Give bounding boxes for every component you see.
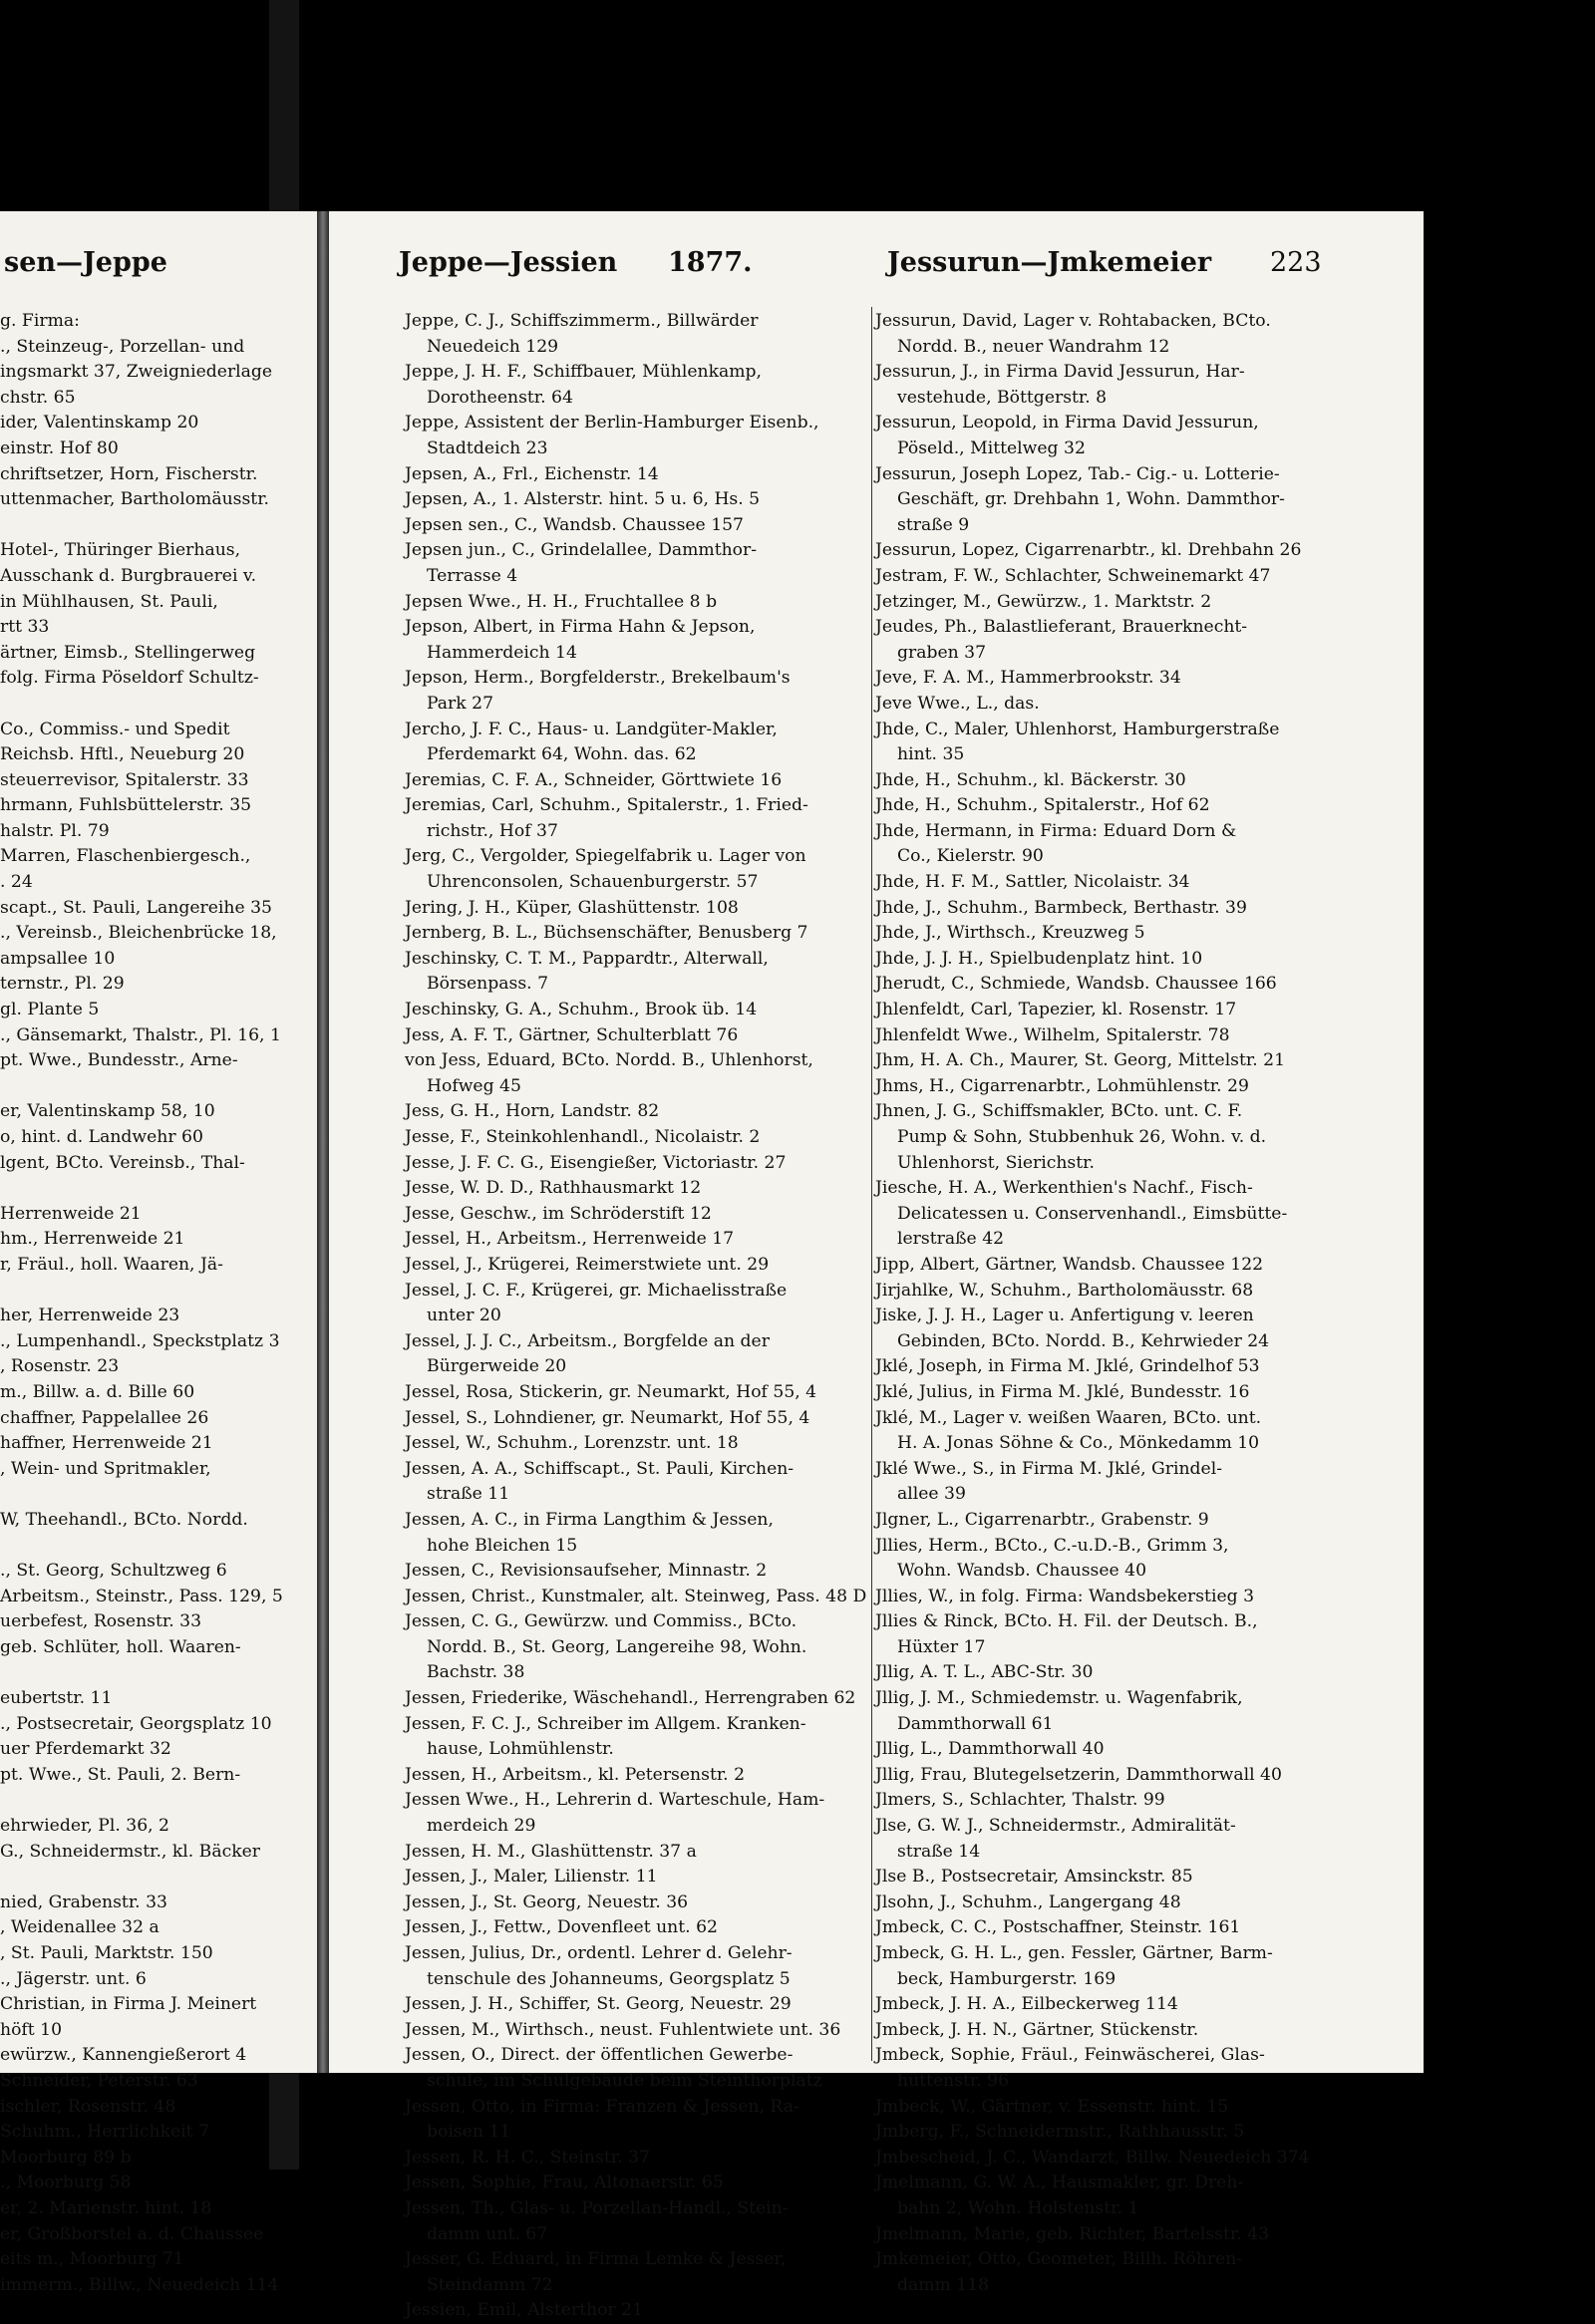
directory-entry: Bachstr. 38 xyxy=(427,1662,525,1683)
directory-line: ., Lumpenhandl., Speckstplatz 3 xyxy=(0,1330,280,1351)
left-page xyxy=(0,211,317,2295)
directory-line xyxy=(0,1279,317,1305)
directory-entry: Neuedeich 129 xyxy=(427,336,559,357)
directory-entry: Jhde, J., Wirthsch., Kreuzweg 5 xyxy=(875,923,1145,944)
directory-entry: Jesse, Geschw., im Schröderstift 12 xyxy=(405,1203,712,1224)
directory-entry: Jhms, H., Cigarrenarbtr., Lohmühlenstr. 29 xyxy=(875,1075,1249,1096)
directory-line: geb. Schlüter, holl. Waaren- xyxy=(0,1636,241,1657)
directory-entry: Jllies, W., in folg. Firma: Wandsbekerstieg 3 xyxy=(875,1586,1255,1606)
directory-entry: Pöseld., Mittelweg 32 xyxy=(897,437,1086,458)
directory-line: rtt 33 xyxy=(0,617,50,638)
page-number: 223 xyxy=(1270,247,1322,278)
directory-entry: von Jess, Eduard, BCto. Nordd. B., Uhlenhorst, xyxy=(405,1050,813,1071)
directory-entry: Jesse, J. F. C. G., Eisengießer, Victoriastr. 27 xyxy=(405,1152,787,1173)
directory-entry: Jeppe, C. J., Schiffszimmerm., Billwärder xyxy=(405,311,759,331)
directory-entry: Jessen, C., Revisionsaufseher, Minnastr. 2 xyxy=(405,1561,768,1582)
directory-line: Marren, Flaschenbiergesch., xyxy=(0,846,251,867)
directory-entry: Jlse, G. W. J., Schneidermstr., Admiralität- xyxy=(875,1816,1236,1837)
directory-entry: Jessurun, Lopez, Cigarrenarbtr., kl. Drehbahn 26 xyxy=(875,540,1302,561)
directory-entry: Jessen, C. G., Gewürzw. und Commiss., BCto. xyxy=(405,1611,798,1632)
directory-line: ischler, Rosenstr. 48 xyxy=(0,2096,176,2117)
directory-entry: Jessen, Th., Glas- u. Porzellan-Handl., Stein- xyxy=(405,2197,789,2218)
directory-line: haffner, Herrenweide 21 xyxy=(0,1433,213,1454)
directory-entry: Jessel, H., Arbeitsm., Herrenweide 17 xyxy=(405,1229,735,1250)
directory-line: ., Gänsemarkt, Thalstr., Pl. 16, 1 xyxy=(0,1024,281,1045)
directory-line: gl. Plante 5 xyxy=(0,1000,100,1020)
directory-entry: Jhlenfeldt Wwe., Wilhelm, Spitalerstr. 78 xyxy=(875,1024,1230,1045)
directory-line: Reichsb. Hftl., Neueburg 20 xyxy=(0,744,245,765)
directory-line: hrmann, Fuhlsbüttelerstr. 35 xyxy=(0,795,252,816)
directory-line: scapt., St. Pauli, Langereihe 35 xyxy=(0,897,272,918)
directory-line xyxy=(0,1660,317,1686)
directory-entry: damm unt. 67 xyxy=(427,2223,548,2244)
directory-entry: Jklé Wwe., S., in Firma M. Jklé, Grindel- xyxy=(875,1458,1223,1479)
directory-line: einstr. Hof 80 xyxy=(0,437,119,458)
directory-entry: richstr., Hof 37 xyxy=(427,820,558,841)
directory-entry: Jessen, H. M., Glashüttenstr. 37 a xyxy=(405,1841,697,1862)
directory-line: pt. Wwe., St. Pauli, 2. Bern- xyxy=(0,1764,241,1785)
directory-line: chriftsetzer, Horn, Fischerstr. xyxy=(0,463,258,484)
directory-line xyxy=(0,1865,317,1890)
directory-entry: Jeve, F. A. M., Hammerbrookstr. 34 xyxy=(875,668,1181,689)
directory-entry: allee 39 xyxy=(897,1484,966,1505)
directory-entry: Jepson, Albert, in Firma Hahn & Jepson, xyxy=(405,617,756,638)
directory-entry: Jering, J. H., Küper, Glashüttenstr. 108 xyxy=(405,897,739,918)
directory-line xyxy=(0,1788,317,1814)
directory-line: ., St. Georg, Schultzweg 6 xyxy=(0,1561,227,1582)
directory-line: ider, Valentinskamp 20 xyxy=(0,413,199,434)
directory-entry: Park 27 xyxy=(427,693,494,714)
directory-entry: Jeschinsky, C. T. M., Pappardtr., Alterwall, xyxy=(405,948,769,969)
directory-entry: bahn 2, Wohn. Holstenstr. 1 xyxy=(897,2197,1139,2218)
directory-entry: Jlsohn, J., Schuhm., Langergang 48 xyxy=(875,1891,1181,1912)
directory-line: ., Jägerstr. unt. 6 xyxy=(0,1968,147,1989)
directory-line: g. Firma: xyxy=(0,311,80,331)
directory-entry: Nordd. B., St. Georg, Langereihe 98, Wohn. xyxy=(427,1636,807,1657)
directory-line: lgent, BCto. Vereinsb., Thal- xyxy=(0,1152,245,1173)
directory-column-left xyxy=(405,309,953,2324)
directory-entry: Jetzinger, M., Gewürzw., 1. Marktstr. 2 xyxy=(875,591,1212,612)
directory-entry: Jessen, O., Direct. der öffentlichen Gewerbe- xyxy=(405,2045,794,2066)
directory-entry: hohe Bleichen 15 xyxy=(427,1535,578,1556)
directory-entry: Jessel, J. J. C., Arbeitsm., Borgfelde an der xyxy=(405,1330,770,1351)
directory-entry: Jklé, M., Lager v. weißen Waaren, BCto. unt. xyxy=(875,1407,1262,1428)
directory-entry: Jessel, Rosa, Stickerin, gr. Neumarkt, Hof 55, 4 xyxy=(405,1381,817,1402)
directory-entry: Jepsen Wwe., H. H., Fruchtallee 8 b xyxy=(405,591,718,612)
directory-line: ehrwieder, Pl. 36, 2 xyxy=(0,1816,169,1837)
directory-entry: Jmelmann, G. W. A., Hausmakler, gr. Dreh- xyxy=(875,2173,1244,2193)
directory-entry: tenschule des Johanneums, Georgsplatz 5 xyxy=(427,1968,791,1989)
directory-entry: straße 11 xyxy=(427,1484,510,1505)
directory-line: steuerrevisor, Spitalerstr. 33 xyxy=(0,769,249,790)
directory-entry: hause, Lohmühlenstr. xyxy=(427,1739,614,1760)
left-running-head: sen—Jeppe xyxy=(4,247,167,278)
directory-entry: Jessen, J., St. Georg, Neuestr. 36 xyxy=(405,1891,689,1912)
directory-entry: Jess, G. H., Horn, Landstr. 82 xyxy=(405,1101,660,1122)
page-header xyxy=(329,247,1424,287)
directory-line: , St. Pauli, Marktstr. 150 xyxy=(0,1943,213,1963)
directory-entry: Nordd. B., neuer Wandrahm 12 xyxy=(897,336,1170,357)
directory-entry: Delicatessen u. Conservenhandl., Eimsbütte- xyxy=(897,1203,1288,1224)
directory-line: ewürzw., Kannengießerort 4 xyxy=(0,2045,247,2066)
directory-line: nied, Grabenstr. 33 xyxy=(0,1891,167,1912)
directory-line: G., Schneidermstr., kl. Bäcker xyxy=(0,1841,260,1862)
directory-entry: Jessen, Otto, in Firma: Franzen & Jessen, Ra- xyxy=(405,2096,799,2117)
binding-shadow-top xyxy=(269,0,299,211)
directory-entry: Jhde, H. F. M., Sattler, Nicolaistr. 34 xyxy=(875,872,1190,893)
directory-entry: hint. 35 xyxy=(897,744,965,765)
directory-entry: Jirjahlke, W., Schuhm., Bartholomäusstr. 68 xyxy=(875,1280,1254,1301)
directory-entry: Jmelmann, Marie, geb. Richter, Bartelsstr. 43 xyxy=(875,2223,1270,2244)
directory-line: Moorburg 89 b xyxy=(0,2147,132,2168)
directory-entry: damm 118 xyxy=(897,2274,990,2295)
directory-entry: Jeppe, Assistent der Berlin-Hamburger Eisenb., xyxy=(405,413,819,434)
directory-entry: Jessel, J., Krügerei, Reimerstwiete unt. 29 xyxy=(405,1254,770,1275)
directory-entry: Jessen, J., Maler, Lilienstr. 11 xyxy=(405,1867,658,1888)
directory-entry: Jmkemeier, Otto, Geometer, Billh. Röhren- xyxy=(875,2249,1243,2270)
directory-line: ., Vereinsb., Bleichenbrücke 18, xyxy=(0,923,277,944)
directory-line: hm., Herrenweide 21 xyxy=(0,1229,185,1250)
directory-entry: Jllies, Herm., BCto., C.-u.D.-B., Grimm 3, xyxy=(875,1535,1229,1556)
directory-entry: Jklé, Joseph, in Firma M. Jklé, Grindelhof 53 xyxy=(875,1356,1260,1377)
directory-line: o, hint. d. Landwehr 60 xyxy=(0,1127,203,1147)
directory-entry: Jessen, Sophie, Frau, Altonaerstr. 65 xyxy=(405,2173,724,2193)
directory-entry: Wohn. Wandsb. Chaussee 40 xyxy=(897,1561,1147,1582)
directory-line: in Mühlhausen, St. Pauli, xyxy=(0,591,218,612)
directory-line: ampsallee 10 xyxy=(0,948,116,969)
directory-entry: Jllies & Rinck, BCto. H. Fil. der Deutsch. B., xyxy=(875,1611,1258,1632)
directory-line: höft 10 xyxy=(0,2019,63,2040)
directory-line: folg. Firma Pöseldorf Schultz- xyxy=(0,668,259,689)
directory-entry: Jlse B., Postsecretair, Amsinckstr. 85 xyxy=(875,1867,1193,1888)
directory-entry: straße 14 xyxy=(897,1841,981,1862)
directory-line: Co., Commiss.- und Spedit xyxy=(0,719,230,739)
directory-entry: Börsenpass. 7 xyxy=(427,974,549,995)
directory-entry: Jeppe, J. H. F., Schiffbauer, Mühlenkamp, xyxy=(405,362,763,383)
directory-entry: Jhde, J. J. H., Spielbudenplatz hint. 10 xyxy=(875,948,1203,969)
directory-entry: Hammerdeich 14 xyxy=(427,642,577,663)
directory-entry: Jhde, J., Schuhm., Barmbeck, Berthastr. 39 xyxy=(875,897,1247,918)
directory-line: ., Moorburg 58 xyxy=(0,2173,132,2193)
directory-entry: Jhlenfeldt, Carl, Tapezier, kl. Rosenstr. 17 xyxy=(875,1000,1237,1020)
left-page-text xyxy=(0,309,317,2298)
directory-entry: Pferdemarkt 64, Wohn. das. 62 xyxy=(427,744,697,765)
year-label: 1877. xyxy=(668,247,753,278)
directory-entry: Jernberg, B. L., Büchsenschäfter, Benusberg 7 xyxy=(405,923,808,944)
directory-line: ternstr., Pl. 29 xyxy=(0,974,125,995)
directory-entry: Jess, A. F. T., Gärtner, Schulterblatt 76 xyxy=(405,1024,739,1045)
directory-entry: Jessel, S., Lohndiener, gr. Neumarkt, Hof 55, 4 xyxy=(405,1407,810,1428)
directory-entry: Bürgerweide 20 xyxy=(427,1356,567,1377)
directory-entry: Jhnen, J. G., Schiffsmakler, BCto. unt. C. F. xyxy=(875,1101,1243,1122)
directory-entry: Jmbeck, J. H. A., Eilbeckerweg 114 xyxy=(875,1994,1178,2015)
directory-entry: Jepsen jun., C., Grindelallee, Dammthor- xyxy=(405,540,758,561)
directory-line: Hotel-, Thüringer Bierhaus, xyxy=(0,540,241,561)
directory-line: ärtner, Eimsb., Stellingerweg xyxy=(0,642,256,663)
directory-entry: Jessen, R. H. C., Steinstr. 37 xyxy=(405,2147,650,2168)
directory-entry: Co., Kielerstr. 90 xyxy=(897,846,1044,867)
directory-entry: Jmbeck, G. H. L., gen. Fessler, Gärtner, Barm- xyxy=(875,1943,1273,1963)
directory-entry: graben 37 xyxy=(897,642,987,663)
directory-entry: Jepsen, A., 1. Alsterstr. hint. 5 u. 6, Hs. 5 xyxy=(405,489,761,510)
directory-entry: Jllig, Frau, Blutegelsetzerin, Dammthorwall 40 xyxy=(875,1764,1282,1785)
directory-line: , Weidenallee 32 a xyxy=(0,1917,160,1938)
directory-line: , Rosenstr. 23 xyxy=(0,1356,120,1377)
directory-entry: Jipp, Albert, Gärtner, Wandsb. Chaussee 122 xyxy=(875,1254,1264,1275)
directory-line: r, Fräul., holl. Waaren, Jä- xyxy=(0,1254,223,1275)
directory-line: W, Theehandl., BCto. Nordd. xyxy=(0,1509,248,1530)
directory-entry: Jmberg, F., Schneidermstr., Rathhausstr. 5 xyxy=(875,2122,1245,2143)
directory-entry: Jepson, Herm., Borgfelderstr., Brekelbaum's xyxy=(405,668,791,689)
directory-entry: Jestram, F. W., Schlachter, Schweinemarkt 47 xyxy=(875,565,1271,586)
directory-entry: Jmbeck, W., Gärtner, v. Essenstr. hint. 15 xyxy=(875,2096,1229,2117)
directory-entry: Jhde, C., Maler, Uhlenhorst, Hamburgerstraße xyxy=(875,719,1280,739)
directory-entry: Jhde, H., Schuhm., kl. Bäckerstr. 30 xyxy=(875,769,1186,790)
directory-line: immerm., Billw., Neuedeich 114 xyxy=(0,2274,279,2295)
directory-entry: Gebinden, BCto. Nordd. B., Kehrwieder 24 xyxy=(897,1330,1270,1351)
directory-entry: Jllig, L., Dammthorwall 40 xyxy=(875,1739,1105,1760)
directory-entry: Jklé, Julius, in Firma M. Jklé, Bundesstr. 16 xyxy=(875,1381,1250,1402)
directory-line: eits m., Moorburg 71 xyxy=(0,2249,184,2270)
directory-entry: boisen 11 xyxy=(427,2122,511,2143)
directory-entry: Jmbeck, C. C., Postschaffner, Steinstr. 161 xyxy=(875,1917,1241,1938)
directory-entry: lerstraße 42 xyxy=(897,1229,1005,1250)
directory-entry: Hofweg 45 xyxy=(427,1075,521,1096)
directory-line: her, Herrenweide 23 xyxy=(0,1306,180,1326)
directory-line xyxy=(0,692,317,718)
running-head-right: Jessurun—Jmkemeier xyxy=(887,247,1212,278)
directory-entry: Jessen, F. C. J., Schreiber im Allgem. Kranken- xyxy=(405,1713,806,1734)
directory-entry: Jessen, A. A., Schiffscapt., St. Pauli, Kirchen- xyxy=(405,1458,795,1479)
directory-line xyxy=(0,1176,317,1202)
directory-line: pt. Wwe., Bundesstr., Arne- xyxy=(0,1050,238,1071)
directory-entry: Jhde, H., Schuhm., Spitalerstr., Hof 62 xyxy=(875,795,1210,816)
directory-entry: Jhm, H. A. Ch., Maurer, St. Georg, Mittelstr. 21 xyxy=(875,1050,1286,1071)
directory-line xyxy=(0,513,317,539)
directory-line: er, Valentinskamp 58, 10 xyxy=(0,1101,215,1122)
directory-line: er, 2. Marienstr. hint. 18 xyxy=(0,2197,212,2218)
directory-entry: beck, Hamburgerstr. 169 xyxy=(897,1968,1116,1989)
directory-line: Schuhm., Herrlichkeit 7 xyxy=(0,2122,209,2143)
directory-entry: Jeremias, C. F. A., Schneider, Görttwiete 16 xyxy=(405,769,783,790)
directory-entry: Jessen, J. H., Schiffer, St. Georg, Neuestr. 29 xyxy=(405,1994,792,2015)
directory-entry: Jessurun, David, Lager v. Rohtabacken, BCto. xyxy=(875,311,1271,331)
directory-line: uer Pferdemarkt 32 xyxy=(0,1739,171,1760)
directory-entry: Geschäft, gr. Drehbahn 1, Wohn. Dammthor- xyxy=(897,489,1285,510)
directory-entry: Terrasse 4 xyxy=(427,565,518,586)
directory-entry: Jepsen, A., Frl., Eichenstr. 14 xyxy=(405,463,659,484)
directory-line xyxy=(0,1074,317,1100)
directory-line: m., Billw. a. d. Bille 60 xyxy=(0,1381,195,1402)
directory-line: Arbeitsm., Steinstr., Pass. 129, 5 xyxy=(0,1586,283,1606)
directory-line: chstr. 65 xyxy=(0,387,76,408)
directory-entry: Jmbeck, Sophie, Fräul., Feinwäscherei, Glas- xyxy=(875,2045,1265,2066)
directory-line: Schneider, Peterstr. 63 xyxy=(0,2070,198,2091)
directory-entry: Jessen, J., Fettw., Dovenfleet unt. 62 xyxy=(405,1917,718,1938)
directory-line: er, Großborstel a. d. Chaussee xyxy=(0,2223,264,2244)
directory-line: ingsmarkt 37, Zweigniederlage xyxy=(0,362,273,383)
directory-entry: Jessurun, Leopold, in Firma David Jessurun, xyxy=(875,413,1259,434)
directory-entry: Jmbeck, J. H. N., Gärtner, Stückenstr. xyxy=(875,2019,1199,2040)
directory-entry: Jessen, H., Arbeitsm., kl. Petersenstr. 2 xyxy=(405,1764,746,1785)
directory-line: Ausschank d. Burgbrauerei v. xyxy=(0,565,257,586)
directory-entry: Jessurun, Joseph Lopez, Tab.- Cig.- u. Lotterie- xyxy=(875,463,1280,484)
directory-entry: Jlmers, S., Schlachter, Thalstr. 99 xyxy=(875,1790,1165,1811)
directory-entry: H. A. Jonas Söhne & Co., Mönkedamm 10 xyxy=(897,1433,1260,1454)
directory-line xyxy=(0,1534,317,1560)
directory-entry: Pump & Sohn, Stubbenhuk 26, Wohn. v. d. xyxy=(897,1127,1267,1147)
directory-entry: Jlgner, L., Cigarrenarbtr., Grabenstr. 9 xyxy=(875,1509,1209,1530)
directory-entry: Jesse, W. D. D., Rathhausmarkt 12 xyxy=(405,1178,702,1199)
directory-entry: Jllig, J. M., Schmiedemstr. u. Wagenfabrik, xyxy=(875,1688,1243,1709)
directory-entry: Jessel, W., Schuhm., Lorenzstr. unt. 18 xyxy=(405,1433,739,1454)
directory-entry: Jessen, Friederike, Wäschehandl., Herrengraben 62 xyxy=(405,1688,856,1709)
directory-entry: Jesser, G. Eduard, in Firma Lemke & Jesser, xyxy=(405,2249,787,2270)
directory-entry: Stadtdeich 23 xyxy=(427,437,548,458)
directory-entry: Jepsen sen., C., Wandsb. Chaussee 157 xyxy=(405,514,744,535)
directory-line: . 24 xyxy=(0,872,33,893)
directory-entry: Jerg, C., Vergolder, Spiegelfabrik u. Lager von xyxy=(405,846,806,867)
directory-line: , Wein- und Spritmakler, xyxy=(0,1458,211,1479)
directory-entry: Jesse, F., Steinkohlenhandl., Nicolaistr. 2 xyxy=(405,1127,761,1147)
directory-entry: Jiske, J. J. H., Lager u. Anfertigung v. leeren xyxy=(875,1306,1254,1326)
directory-line: eubertstr. 11 xyxy=(0,1688,113,1709)
directory-line: uerbefest, Rosenstr. 33 xyxy=(0,1611,202,1632)
directory-entry: Jercho, J. F. C., Haus- u. Landgüter-Makler, xyxy=(405,719,778,739)
directory-entry: Jessen, Julius, Dr., ordentl. Lehrer d. Gelehr- xyxy=(405,1943,793,1963)
directory-line: Herrenweide 21 xyxy=(0,1203,142,1224)
directory-line xyxy=(0,1482,317,1508)
directory-entry: Jessien, Emil, Alsterthor 21 xyxy=(405,2300,644,2321)
directory-entry: Jherudt, C., Schmiede, Wandsb. Chaussee 166 xyxy=(875,974,1277,995)
directory-entry: Jessel, J. C. F., Krügerei, gr. Michaelisstraße xyxy=(405,1280,788,1301)
directory-entry: Jessen, Christ., Kunstmaler, alt. Steinweg, Pass. 48 D xyxy=(405,1586,867,1606)
directory-entry: straße 9 xyxy=(897,514,970,535)
directory-entry: Jeremias, Carl, Schuhm., Spitalerstr., 1. Fried- xyxy=(405,795,808,816)
directory-entry: Uhrenconsolen, Schauenburgerstr. 57 xyxy=(427,872,759,893)
directory-entry: Jmbescheid, J. C., Wandarzt, Billw. Neuedeich 374 xyxy=(875,2147,1310,2168)
directory-entry: Jhde, Hermann, in Firma: Eduard Dorn & xyxy=(875,820,1237,841)
directory-line: ., Postsecretair, Georgsplatz 10 xyxy=(0,1713,272,1734)
directory-entry: Jessen, A. C., in Firma Langthim & Jessen, xyxy=(405,1509,774,1530)
directory-entry: Steindamm 72 xyxy=(427,2274,553,2295)
right-page xyxy=(329,211,1424,2321)
directory-entry: Jessen, M., Wirthsch., neust. Fuhlentwiete unt. 36 xyxy=(405,2019,841,2040)
directory-line: chaffner, Pappelallee 26 xyxy=(0,1407,209,1428)
directory-entry: Jiesche, H. A., Werkenthien's Nachf., Fisch- xyxy=(875,1178,1253,1199)
book-binding xyxy=(317,211,329,2073)
directory-entry: hüttenstr. 96 xyxy=(897,2070,1010,2091)
directory-entry: vestehude, Böttgerstr. 8 xyxy=(897,387,1108,408)
running-head-left: Jeppe—Jessien xyxy=(399,247,618,278)
directory-entry: Jeve Wwe., L., das. xyxy=(875,693,1040,714)
directory-line: uttenmacher, Bartholomäusstr. xyxy=(0,489,270,510)
directory-entry: Jessurun, J., in Firma David Jessurun, Har- xyxy=(875,362,1245,383)
directory-entry: Dorotheenstr. 64 xyxy=(427,387,573,408)
directory-entry: unter 20 xyxy=(427,1306,501,1326)
directory-entry: Jessen Wwe., H., Lehrerin d. Warteschule, Ham- xyxy=(405,1790,825,1811)
directory-entry: schule, im Schulgebäude beim Steinthorplatz xyxy=(427,2070,822,2091)
directory-line: halstr. Pl. 79 xyxy=(0,820,110,841)
directory-entry: merdeich 29 xyxy=(427,1816,536,1837)
directory-entry: Jeschinsky, G. A., Schuhm., Brook üb. 14 xyxy=(405,1000,758,1020)
directory-entry: Uhlenhorst, Sierichstr. xyxy=(897,1152,1095,1173)
directory-entry: Dammthorwall 61 xyxy=(897,1713,1054,1734)
directory-column-right xyxy=(875,309,1424,2298)
directory-entry: Jllig, A. T. L., ABC-Str. 30 xyxy=(875,1662,1094,1683)
directory-entry: Jeudes, Ph., Balastlieferant, Brauerknecht- xyxy=(875,617,1248,638)
directory-entry: Hüxter 17 xyxy=(897,1636,986,1657)
directory-line: ., Steinzeug-, Porzellan- und xyxy=(0,336,245,357)
directory-line: Christian, in Firma J. Meinert xyxy=(0,1994,257,2015)
